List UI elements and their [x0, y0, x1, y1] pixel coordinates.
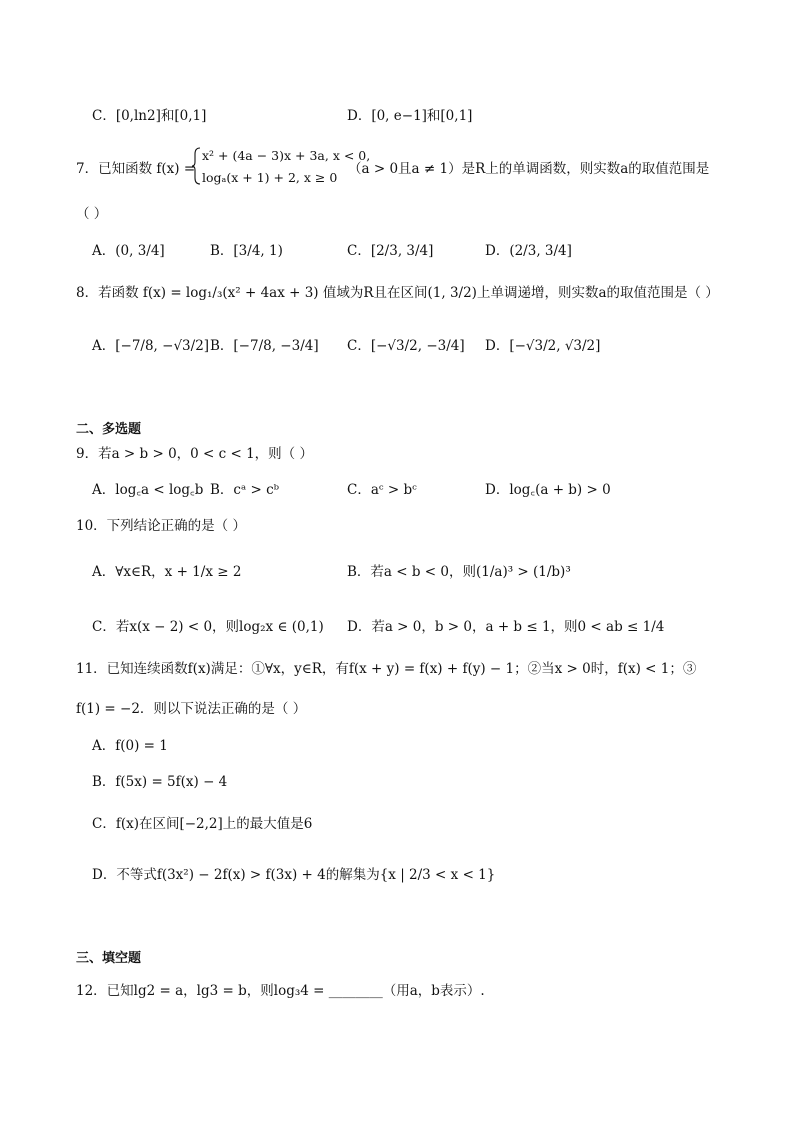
q11-option-c: C．f(x)在区间[−2,2]上的最大值是6	[92, 816, 313, 832]
q7-option-a: A．(0, 3/4]	[92, 243, 165, 259]
q7-piece-1: x² + (4a − 3)x + 3a, x < 0,	[202, 148, 371, 163]
q10-stem: 10．下列结论正确的是（ ）	[76, 518, 246, 534]
q8-option-d: D．[−√3/2, √3/2]	[485, 338, 601, 354]
q9-option-d: D．log꜀(a + b) > 0	[485, 482, 611, 498]
q6-option-c: C．[0,ln2]和[0,1]	[92, 108, 207, 124]
q7-option-d: D．(2/3, 3/4]	[485, 243, 572, 259]
q8-option-c: C．[−√3/2, −3/4]	[347, 338, 465, 354]
q11-stem-line-1: 11．已知连续函数f(x)满足：①∀x，y∈R，有f(x + y) = f(x) + f(y) − 1；②当x > 0时，f(x) < 1；③	[76, 661, 697, 677]
q9-stem: 9．若a > b > 0，0 < c < 1，则（ ）	[76, 446, 313, 462]
q9-option-c: C．aᶜ > bᶜ	[347, 482, 417, 498]
q9-option-b: B．cᵃ > cᵇ	[210, 482, 280, 498]
q8-option-b: B．[−7/8, −3/4]	[210, 338, 319, 354]
q9-option-a: A．log꜀a < log꜀b	[92, 482, 204, 498]
q7-stem-a: 7．已知函数 f(x) =	[76, 161, 196, 177]
q11-option-d: D．不等式f(3x²) − 2f(x) > f(3x) + 4的解集为{x | 2/3 < x < 1}	[92, 867, 496, 883]
q7-option-c: C．[2/3, 3/4]	[347, 243, 434, 259]
q11-option-a: A．f(0) = 1	[92, 738, 168, 754]
q8-option-a: A．[−7/8, −√3/2]	[92, 338, 210, 354]
q11-option-b: B．f(5x) = 5f(x) − 4	[92, 774, 228, 790]
q10-option-d: D．若a > 0，b > 0，a + b ≤ 1，则0 < ab ≤ 1/4	[347, 619, 665, 635]
q7-stem-b: （a > 0且a ≠ 1）是R上的单调函数，则实数a的取值范围是	[348, 161, 710, 177]
q7-stem-c: （ ）	[76, 206, 108, 222]
q11-stem-line-2: f(1) = −2．则以下说法正确的是（ ）	[76, 701, 307, 717]
q8-stem: 8．若函数 f(x) = log₁/₃(x² + 4ax + 3) 值域为R且在区间(1, 3/2)上单调递增，则实数a的取值范围是（ ）	[76, 285, 719, 301]
q7-option-b: B．[3/4, 1)	[210, 243, 283, 259]
q6-option-d: D．[0, e−1]和[0,1]	[347, 108, 473, 124]
section-heading-multiple-choice: 二、多选题	[76, 422, 142, 437]
section-heading-fill-in: 三、填空题	[76, 951, 142, 966]
q10-option-c: C．若x(x − 2) < 0，则log₂x ∈ (0,1)	[92, 619, 324, 635]
q12-stem: 12．已知lg2 = a，lg3 = b，则log₃4 = ________（用a，b表示）.	[76, 983, 485, 999]
q7-piece-2: logₐ(x + 1) + 2, x ≥ 0	[202, 170, 338, 185]
q10-option-a: A．∀x∈R，x + 1/x ≥ 2	[92, 564, 242, 580]
q10-option-b: B．若a < b < 0，则(1/a)³ > (1/b)³	[347, 564, 571, 580]
q7-piecewise-brace	[192, 146, 202, 186]
